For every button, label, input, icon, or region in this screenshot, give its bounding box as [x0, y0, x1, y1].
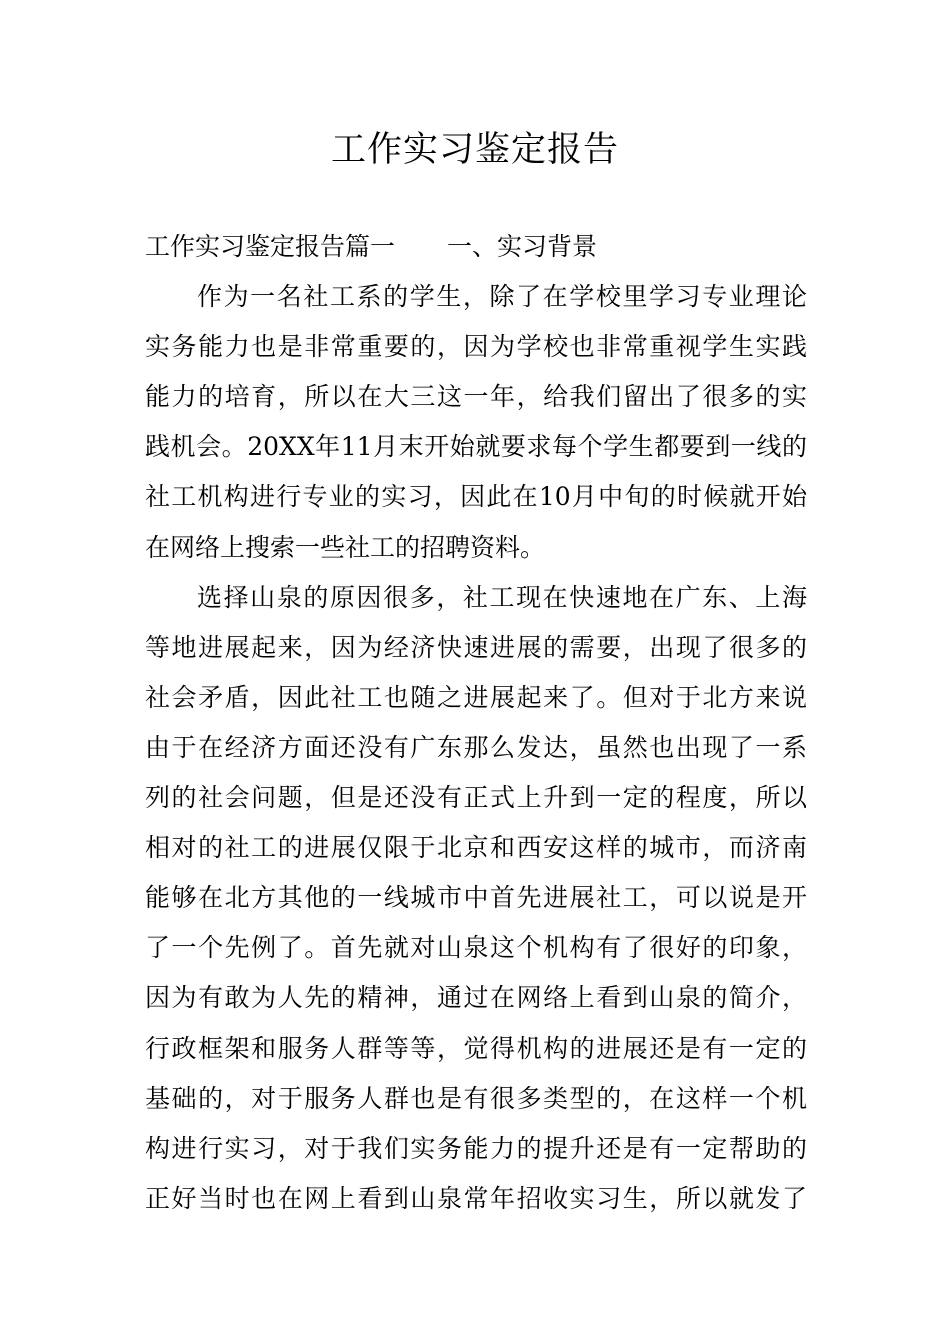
- paragraph-line: 构进行实习，对于我们实务能力的提升还是有一定帮助的: [145, 1133, 807, 1163]
- paragraph-line: 正好当时也在网上看到山泉常年招收实习生，所以就发了: [145, 1183, 807, 1213]
- paragraph-2: [145, 573, 807, 1224]
- section-heading-line: [145, 222, 807, 272]
- paragraph-line: 在网络上搜索一些社工的招聘资料。: [145, 532, 546, 562]
- paragraph-line: 等地进展起来，因为经济快速进展的需要，出现了很多的: [145, 632, 807, 662]
- paragraph-line: 能够在北方其他的一线城市中首先进展社工，可以说是开: [145, 883, 807, 913]
- paragraph-line: 因为有敢为人先的精神，通过在网络上看到山泉的简介，: [145, 983, 807, 1013]
- paragraph-line: 作为一名社工系的学生，除了在学校里学习专业理论: [197, 282, 807, 312]
- paragraph-line: 列的社会问题，但是还没有正式上升到一定的程度，所以: [145, 783, 807, 813]
- paragraph-line: 社工机构进行专业的实习，因此在10月中旬的时候就开始: [145, 482, 807, 512]
- subsection-title: 一、实习背景: [447, 232, 598, 261]
- paragraph-line: 基础的，对于服务人群也是有很多类型的，在这样一个机: [145, 1083, 807, 1113]
- document-body: [145, 222, 807, 1224]
- section-title: 工作实习鉴定报告篇一: [145, 232, 396, 261]
- paragraph-line: 践机会。20XX年11月末开始就要求每个学生都要到一线的: [145, 432, 807, 462]
- paragraph-line: 相对的社工的进展仅限于北京和西安这样的城市，而济南: [145, 833, 807, 863]
- paragraph-line: 由于在经济方面还没有广东那么发达，虽然也出现了一系: [145, 732, 807, 762]
- paragraph-line: 了一个先例了。首先就对山泉这个机构有了很好的印象，: [145, 933, 807, 963]
- paragraph-1: [145, 272, 807, 573]
- paragraph-line: 能力的培育，所以在大三这一年，给我们留出了很多的实: [145, 382, 807, 412]
- paragraph-line: 实务能力也是非常重要的，因为学校也非常重视学生实践: [145, 332, 807, 362]
- paragraph-line: 社会矛盾，因此社工也随之进展起来了。但对于北方来说: [145, 682, 807, 712]
- document-title: 工作实习鉴定报告: [330, 130, 619, 170]
- paragraph-line: 选择山泉的原因很多，社工现在快速地在广东、上海: [197, 582, 807, 612]
- paragraph-line: 行政框架和服务人群等等，觉得机构的进展还是有一定的: [145, 1033, 807, 1063]
